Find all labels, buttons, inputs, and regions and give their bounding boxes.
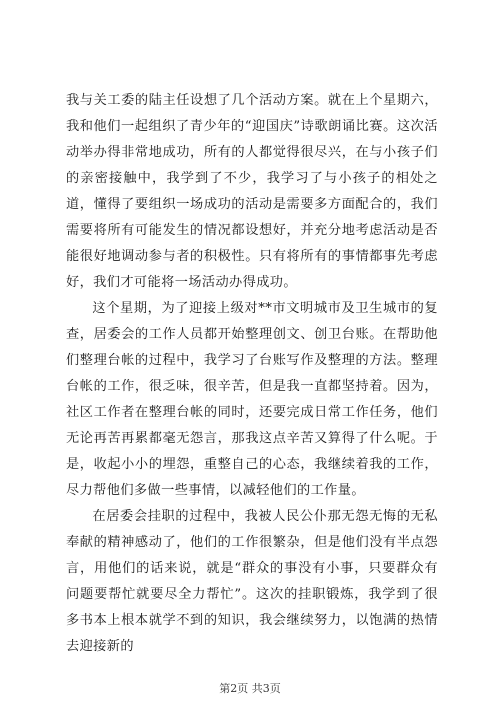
document-body xyxy=(66,88,438,660)
paragraph-2: 这个星期，为了迎接上级对**市文明城市及卫生城市的复查，居委会的工作人员都开始整理创文、创卫台账。在帮助他们整理台帐的过程中，我学习了台账写作及整理的方法。整理台帐的工作，很乏味，很辛苦，但是我一直都坚持着。因为，社区工作者在整理台帐的同时，还要完成日常工作任务，他们无论再苦再累都毫无怨言，那我这点辛苦又算得了什么呢。于是，收起小小的埋怨，重整自己的心态，我继续着我的工作，尽力帮他们多做一些事情，以减轻他们的工作量。 xyxy=(66,301,438,498)
paragraph-1: 我与关工委的陆主任设想了几个活动方案。就在上个星期六，我和他们一起组织了青少年的“迎国庆”诗歌朗诵比赛。这次活动举办得非常地成功，所有的人都觉得很尽兴，在与小孩子们的亲密接触中，我学到了不少，我学习了与小孩子的相处之道，懂得了要组织一场成功的活动是需要多方面配合的，我们需要将所有可能发生的情况都设想好，并充分地考虑活动是否能很好地调动参与者的积极性。只有将所有的事情都事先考虑好，我们才可能将一场活动办得成功。 xyxy=(66,93,438,290)
paragraph-3: 在居委会挂职的过程中，我被人民公仆那无怨无悔的无私奉献的精神感动了，他们的工作很繁杂，但是他们没有半点怨言，用他们的话来说，就是“群众的事没有小事，只要群众有问题要帮忙就要尽全力帮忙”。这次的挂职锻炼，我学到了很多书本上根本就学不到的知识，我会继续努力，以饱满的热情去迎接新的 xyxy=(66,509,438,654)
page-footer: 第2页 共3页 xyxy=(219,682,281,695)
